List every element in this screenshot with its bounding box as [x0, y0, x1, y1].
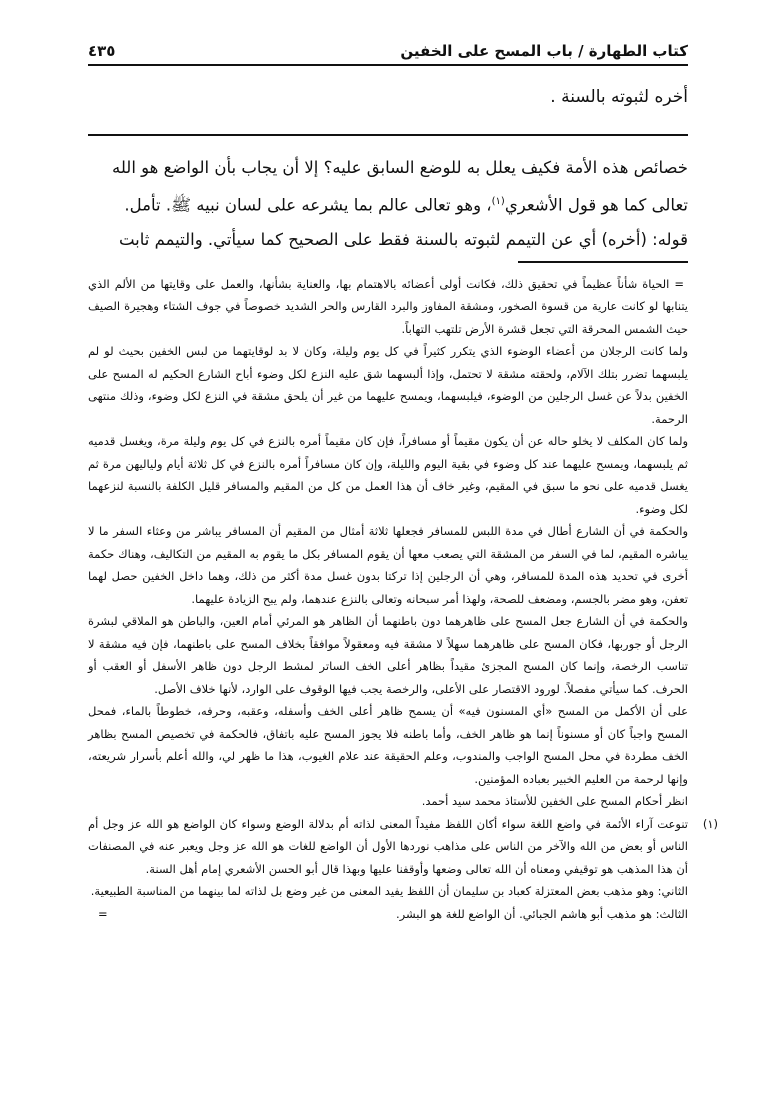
footnote-paragraph: تنوعت آراء الأئمة في واضع اللغة سواء أكان اللفظ مفيداً المعنى لذاته أم بدلالة الوضع وسواء كان الواضع هو الله عز وجل أم الناس أو بعض من الله والآخر من الناس على مذاهب نوردها الأول أن الواضع للغات هو الله عز وجل ويعبر عنه في المصنفات أن هذا المذهب هو توقيفي ومعناه أن الله تعالى وضعها وأوقفنا عليها وبهذا قال أبو الحسن الأشعري إمام أهل السنة. [88, 816, 688, 876]
section-divider [88, 134, 688, 137]
footnote-paragraph: الثاني: وهو مذهب بعض المعتزلة كعباد بن سليمان أن اللفظ يفيد المعنى من غير وضع بل لذاته لما بينهما من المناسبة الطبيعية. [90, 884, 688, 898]
footnote-paragraph: على أن الأكمل من المسح «أي المسنون فيه» أن يسمح ظاهر أعلى الخف وأسفله، وعقبه، وحرفه، خطوطاً بالماء، فمحل المسح واجباً كان أو مسنوناً إنما هو ظاهر الخف، وأما باطنه فلا يجوز المسح عليه باتفاق، فالحكمة في تخصيص المسح بظاهر الخف مطردة في محل المسح الواجب والمندوب، وعلم الحقيقة عند علام الغيوب، هذا ما ظهر لي، والله أعلم بأسرار شريعته، وإنها لرحمة من العليم الخبير بعباده المؤمنين. [88, 704, 688, 786]
footnote-paragraph: ولما كانت الرجلان من أعضاء الوضوء الذي يتكرر كثيراً في كل يوم وليلة، وكان لا بد لوقايتهما من لبس الخفين بحيث لو لم يلبسهما تضرر بتلك الآلام، ولحقته مشقة لا تحتمل، وإذا ألبسهما شق عليه النزع لكل وضوء أباح الشارع الحكيم له المسح على الخفين بدلاً عن غسل الرجلين من الوضوء، فيلبسهما، ويمسح عليهما من غير أن يلحق مشقة في النزع لكل وضوء، وذلك منتهى الرحمة. [88, 344, 688, 426]
footnote-paragraph: والحكمة في أن الشارع أطال في مدة اللبس للمسافر فجعلها ثلاثة أمثال من المقيم أن المسافر يباشر من وعثاء السفر ما لا يباشره المقيم، لما في السفر من المشقة التي يصعب معها أن يقوم المسافر بكل ما يقوم به المقيم من التكاليف، وهناك حكمة أخرى في تحديد هذه المدة للمسافر، وهي أن الرجلين إذا تركتا بدون غسل مدة أكثر من ذلك، وهما داخل الخفين حصل لهما تعفن، وهو مضر بالجسم، ومضعف للصحة، ولهذا أمر سبحانه وتعالى بالنزع عندهما، ولم يبح الزيادة عليهما. [88, 524, 688, 606]
main-line-part: ، وهو تعالى عالم بما يشرعه على لسان نبيه ﷺ. تأمل. [124, 195, 492, 215]
continuation-mark: = [98, 906, 108, 921]
main-line [88, 185, 688, 223]
footnote-paragraph: انظر أحكام المسح على الخفين للأستاذ محمد سيد أحمد. [421, 794, 688, 808]
footnote-separator [88, 261, 688, 263]
book-page [88, 40, 718, 925]
main-line: قوله: (أخره) أي عن التيمم لثبوته بالسنة فقط على الصحيح كما سيأتي. والتيمم ثابت [118, 229, 688, 249]
footnote-paragraph [88, 903, 688, 926]
page-header [88, 40, 688, 64]
footnote-text: الثالث: هو مذهب أبو هاشم الجبائي. أن الواضع للغة هو البشر. [395, 906, 688, 921]
top-fragment: أخره لثبوته بالسنة . [550, 87, 688, 107]
footnote-paragraph: ولما كان المكلف لا يخلو حاله عن أن يكون مقيماً أو مسافراً، فإن كان مقيماً أمره بالنزع في كل يوم وليلة مرة، ويغسل قدميه ثم يلبسهما، ويمسح عليهما عند كل وضوء في بقية اليوم والليلة، وإن كان مسافراً أمره بالنزع في كل ثلاثة أيام ولياليهن مرة ثم يغسل قدميه على نحو ما سبق في المقيم، وغير خاف أن هذا العمل من كل من المقيم والمسافر قليل الكلفة بالنسبة لنزعهما لكل وضوء. [88, 434, 688, 516]
header-rule [88, 64, 688, 66]
continuation-mark: = [674, 276, 684, 291]
footnote-paragraph [88, 273, 688, 341]
footnotes [88, 273, 718, 926]
main-commentary [88, 151, 688, 257]
page-number: ٤٣٥ [88, 42, 116, 60]
main-line: خصائص هذه الأمة فكيف يعلل به للوضع السابق عليه؟ إلا أن يجاب بأن الواضع هو الله [111, 158, 688, 177]
footnote-1 [88, 813, 718, 926]
footnote-reference[interactable]: (١) [491, 196, 505, 207]
footnote-marker: (١) [702, 816, 718, 831]
footnote-paragraph: والحكمة في أن الشارع جعل المسح على ظاهرهما دون باطنهما أن الظاهر هو المرئي أمام العين، والباطن هو الملاقي لبشرة الرجل أو جوربها، فكان المسح على ظاهرهما سهلاً لا مشقة فيه ومعقولاً موافقاً بخلاف المسح على باطنهما، فإن فيه مشقة لا تناسب الرخصة، وإنما كان المسح المجزئ مقيداً بظاهر أعلى الخف الساتر لمشط الرجل دون ظاهر الأسفل أو العقب أو الحرف. كما سيأتي مفصلاً. لورود الاقتصار على الأعلى، والرخصة يجب فيها الوقوف على الوارد، لأنها خلاف الأصل. [88, 614, 688, 696]
footnote-text: الحياة شأناً عظيماً في تحقيق ذلك، فكانت أولى أعضائه بالاهتمام بها، والعناية بشأنها، والعمل على وقايتها من الألم الذي يتنابها لو كانت عارية من قسوة الصخور، ومشقة المفاوز والبرد القارس والحر الشديد خصوصاً في جوف الشتاء وهجيرة الصيف حيث الشمس المحرقة التي تجعل قشرة الأرض تلتهب التهاباً. [88, 276, 688, 336]
running-title: كتاب الطهارة / باب المسح على الخفين [400, 42, 688, 60]
main-line-part: تعالى كما هو قول الأشعري [504, 195, 688, 215]
